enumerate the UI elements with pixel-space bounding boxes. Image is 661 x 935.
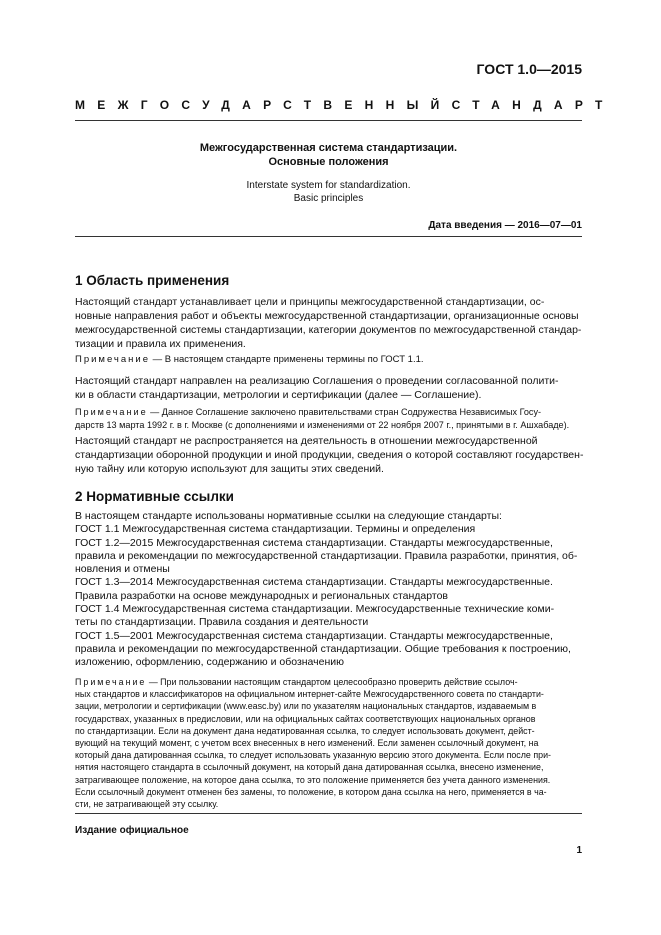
section-2-reference-list [75,510,582,670]
note-text: вующий на текущий момент, с учетом всех внесенных в него изменений. Если заменен ссылочный документ, на [75,738,539,749]
edition-label: Издание официальное [75,825,189,836]
banner-right: СТАНДАРТ [451,98,615,112]
section-1-note-1 [75,354,582,366]
section-1-note-2 [75,406,582,431]
section-1-paragraph-3 [75,434,582,476]
text-line: правила и рекомендации по межгосударственной стандартизации. Общие требования к построению, [75,642,571,655]
note-label: Примечание [75,677,147,687]
note-text: нятия настоящего стандарта в ссылочный документ, на который дана датированная ссылка, внесено изменение, [75,762,544,773]
note-text: Если ссылочный документ отменен без замены, то положение, в котором дана ссылка на него, применяется в ча- [75,786,547,797]
text-line: тизации и правила их применения. [75,338,246,350]
standard-banner [75,98,615,112]
section-2-note [75,676,582,810]
text-line: ки в области стандартизации, метрологии и сертификации (далее — Соглашение). [75,389,482,401]
text-line: Правила разработки на основе международных и региональных стандартов [75,589,448,602]
text-line: изложению, оформлению, содержанию и обозначению [75,656,345,669]
note-text: зации, метрологии и сертификации (www.easc.by) или по указателям национальных стандартов, издаваемым в [75,701,537,712]
text-line: ГОСТ 1.2—2015 Межгосударственная система стандартизации. Стандарты межгосударственные, [75,536,553,549]
note-text: — В настоящем стандарте применены термины по ГОСТ 1.1. [150,354,424,365]
note-label: Примечание [75,354,150,365]
title-en [75,179,582,205]
text-line: ГОСТ 1.5—2001 Межгосударственная система стандартизации. Стандарты межгосударственные, [75,629,553,642]
title-ru [75,141,582,169]
note-label: Примечание [75,407,148,417]
text-line: В настоящем стандарте использованы нормативные ссылки на следующие стандарты: [75,510,502,522]
text-line: Настоящий стандарт устанавливает цели и принципы межгосударственной стандартизации, ос- [75,296,545,308]
section-1-heading: 1 Область применения [75,273,230,288]
section-1-paragraph-2 [75,374,582,402]
text-line: стандартизации оборонной продукции и иной продукции, сведения о которой составляют государствен- [75,449,584,461]
title-en-line2: Basic principles [293,193,364,204]
note-text: сти, не затрагивающей эту ссылку. [75,799,219,810]
title-en-line1: Interstate system for standardization. [246,180,411,191]
effective-date: Дата введения — 2016—07—01 [428,220,582,231]
text-line: ГОСТ 1.1 Межгосударственная система стандартизации. Термины и определения [75,523,476,536]
text-line: межгосударственной системы стандартизации, категории документов по межгосударственной стандар- [75,324,582,336]
text-line: новные направления работ и объекты межгосударственной стандартизации, организационные основы [75,310,579,322]
text-line: Настоящий стандарт направлен на реализацию Соглашения о проведении согласованной полити- [75,375,559,387]
note-text: затрагивающее положение, на которое дана ссылка, то это положение применяется без учета данного изменения. [75,774,551,785]
note-text: по стандартизации. Если на документ дана недатированная ссылка, то следует использовать документ, дейст- [75,725,535,736]
note-text: дарств 13 марта 1992 г. в г. Москве (с дополнениями и изменениями от 22 ноября 2007 г., принятыми в г. Ашхабаде). [75,419,570,430]
footer-rule [75,813,582,814]
text-line: ную тайну или которую используют для защиты этих сведений. [75,463,384,475]
banner-left: МЕЖГОСУДАРСТВЕННЫЙ [75,98,452,112]
text-line: ГОСТ 1.4 Межгосударственная система стандартизации. Межгосударственные технические коми- [75,603,555,616]
top-rule [75,120,582,121]
text-line: Настоящий стандарт не распространяется на деятельность в отношении межгосударственной [75,435,538,447]
section-1-paragraph-1 [75,295,582,351]
note-text: который дана датированная ссылка, то следует использовать указанную версию этого документа. Если после при- [75,750,551,761]
text-line: правила и рекомендации по межгосударственной стандартизации. Правила разработки, принятия, об- [75,549,578,562]
section-2-heading: 2 Нормативные ссылки [75,489,234,504]
note-text: — При пользовании настоящим стандартом целесообразно проверить действие ссылоч- [146,677,518,687]
title-ru-line2: Основные положения [268,156,389,168]
note-text: — Данное Соглашение заключено правительствами стран Содружества Независимых Госу- [147,407,542,417]
title-ru-line1: Межгосударственная система стандартизации. [199,142,458,154]
page-number: 1 [576,845,582,856]
note-text: ных стандартов и классификаторов на официальном интернет-сайте Межгосударственного совета по стандарти- [75,689,544,700]
text-line: новления и отмены [75,563,170,576]
text-line: теты по стандартизации. Правила создания и деятельности [75,616,369,629]
document-code: ГОСТ 1.0—2015 [476,61,582,77]
note-text: государствах, указанных в предисловии, или на официальных сайтах соответствующих национальных органов [75,713,536,724]
text-line: ГОСТ 1.3—2014 Межгосударственная система стандартизации. Стандарты межгосударственные. [75,576,553,589]
date-rule [75,236,582,237]
